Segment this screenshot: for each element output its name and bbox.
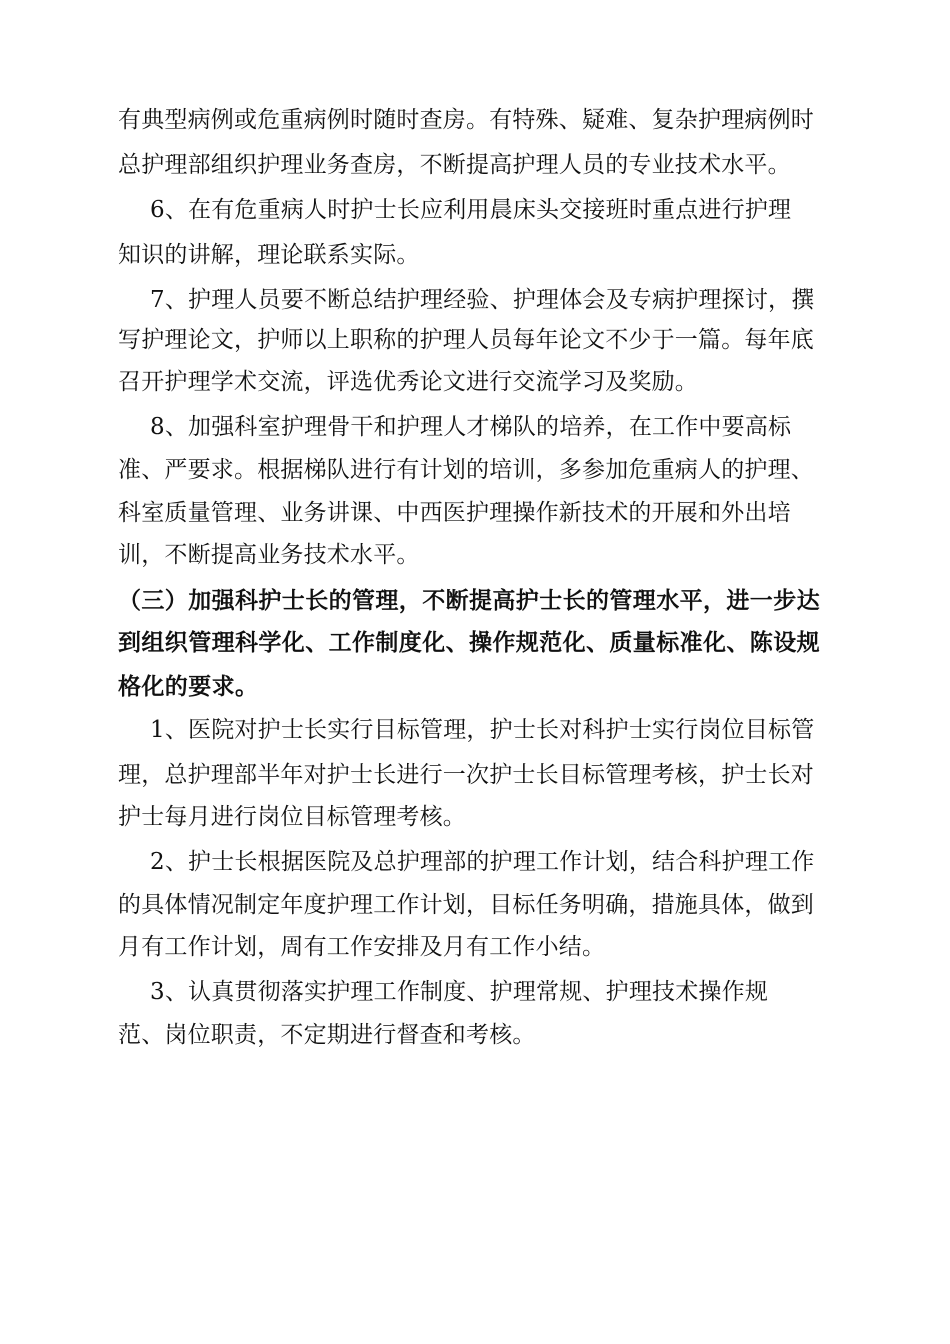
item-2-line-2: 的具体情况制定年度护理工作计划，目标任务明确，措施具体，做到 <box>118 892 814 918</box>
text-line-1: 有典型病例或危重病例时随时查房。有特殊、疑难、复杂护理病例时 <box>118 107 814 133</box>
item-3-line-1: 3、认真贯彻落实护理工作制度、护理常规、护理技术操作规 <box>150 979 769 1005</box>
paragraph-7-line-3: 召开护理学术交流，评选优秀论文进行交流学习及奖励。 <box>118 369 698 395</box>
item-2-line-1: 2、护士长根据医院及总护理部的护理工作计划，结合科护理工作 <box>150 849 815 875</box>
section-heading-line-2: 到组织管理科学化、工作制度化、操作规范化、质量标准化、陈设规 <box>118 630 820 656</box>
text-line-2: 总护理部组织护理业务查房，不断提高护理人员的专业技术水平。 <box>118 152 791 178</box>
paragraph-8-line-1: 8、加强科室护理骨干和护理人才梯队的培养，在工作中要高标 <box>150 414 792 440</box>
paragraph-7-line-2: 写护理论文，护师以上职称的护理人员每年论文不少于一篇。每年底 <box>118 327 814 353</box>
item-1-line-3: 护士每月进行岗位目标管理考核。 <box>118 804 466 830</box>
item-1-line-2: 理，总护理部半年对护士长进行一次护士长目标管理考核，护士长对 <box>118 762 814 788</box>
paragraph-8-line-3: 科室质量管理、业务讲课、中西医护理操作新技术的开展和外出培 <box>118 500 791 526</box>
paragraph-6-line-2: 知识的讲解，理论联系实际。 <box>118 242 420 268</box>
item-2-line-3: 月有工作计划，周有工作安排及月有工作小结。 <box>118 934 606 960</box>
paragraph-6-line-1: 6、在有危重病人时护士长应利用晨床头交接班时重点进行护理 <box>150 197 792 223</box>
paragraph-8-line-4: 训，不断提高业务技术水平。 <box>118 542 420 568</box>
paragraph-8-line-2: 准、严要求。根据梯队进行有计划的培训，多参加危重病人的护理、 <box>118 457 814 483</box>
section-heading-line-1: （三）加强科护士长的管理，不断提高护士长的管理水平，进一步达 <box>118 588 820 614</box>
section-heading-line-3: 格化的要求。 <box>118 674 259 700</box>
item-1-line-1: 1、医院对护士长实行目标管理，护士长对科护士实行岗位目标管 <box>150 717 815 743</box>
paragraph-7-line-1: 7、护理人员要不断总结护理经验、护理体会及专病护理探讨，撰 <box>150 287 815 313</box>
item-3-line-2: 范、岗位职责，不定期进行督查和考核。 <box>118 1022 536 1048</box>
